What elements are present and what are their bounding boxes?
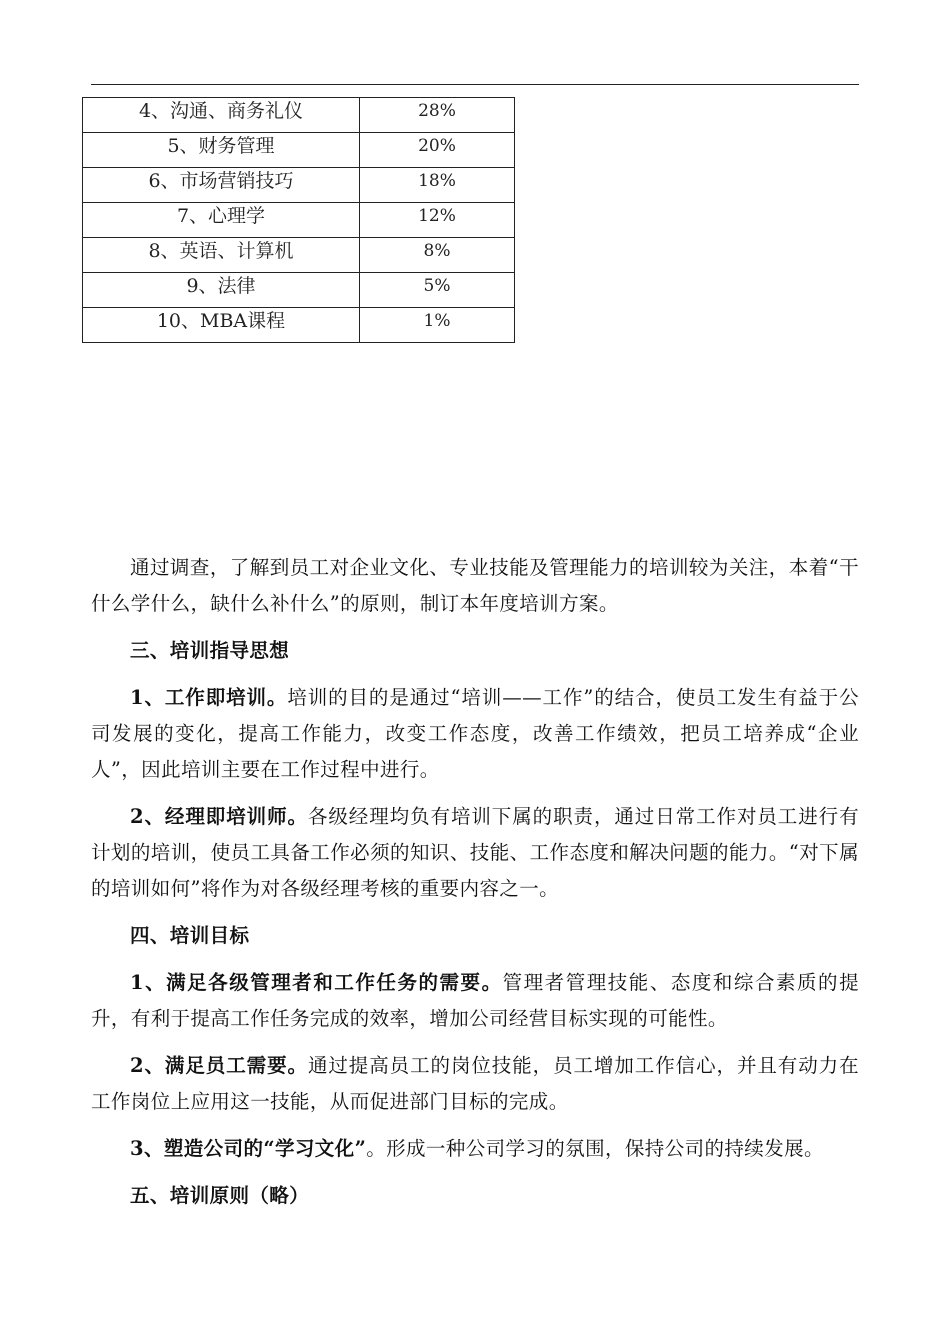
- table-cell-item: 5、财务管理: [83, 133, 360, 168]
- section-heading-training-goals: 四、培训目标: [130, 924, 250, 947]
- table-row: [83, 133, 515, 168]
- table-row: [83, 203, 515, 238]
- table-cell-item: 6、市场营销技巧: [83, 168, 360, 203]
- table-cell-percent: 20%: [360, 133, 515, 168]
- table-cell-percent: 5%: [360, 273, 515, 308]
- table-cell-percent: 28%: [360, 98, 515, 133]
- paragraph-text: 。形成一种公司学习的氛围，保持公司的持续发展。: [366, 1137, 824, 1160]
- table-cell-percent: 8%: [360, 238, 515, 273]
- header-rule: [91, 84, 859, 85]
- paragraph-text: 培训的目的是通过“培训——工作”的结合，使员工发生有益于公司发展的变化，提高工作能力，改变工作态度，改善工作绩效，把员工培养成“企业人”，因此培训主要在工作过程中进行。: [91, 686, 859, 781]
- paragraph-manager-is-trainer: [91, 799, 859, 907]
- table-cell-percent: 12%: [360, 203, 515, 238]
- paragraph-goal-employees: [91, 1048, 859, 1120]
- paragraph-text: 通过提高员工的岗位技能，员工增加工作信心，并且有动力在工作岗位上应用这一技能，从而促进部门目标的完成。: [91, 1054, 859, 1113]
- table-row: [83, 238, 515, 273]
- table-row: [83, 168, 515, 203]
- table-cell-item: 4、沟通、商务礼仪: [83, 98, 360, 133]
- table-cell-item: 8、英语、计算机: [83, 238, 360, 273]
- table-cell-item: 9、法律: [83, 273, 360, 308]
- document-body: [91, 550, 859, 1225]
- section-heading-training-principles: 五、培训原则（略）: [130, 1184, 310, 1207]
- paragraph-lead-bold: 2、满足员工需要。: [130, 1054, 308, 1077]
- paragraph-lead-bold: 3、塑造公司的“学习文化”: [130, 1137, 367, 1160]
- table-row: [83, 308, 515, 343]
- paragraph-work-is-training: [91, 680, 859, 788]
- intro-paragraph: 通过调查，了解到员工对企业文化、专业技能及管理能力的培训较为关注，本着“干什么学什么，缺什么补什么”的原则，制订本年度培训方案。: [91, 556, 859, 615]
- paragraph-lead-bold: 1、满足各级管理者和工作任务的需要。: [130, 971, 503, 994]
- table-cell-percent: 1%: [360, 308, 515, 343]
- paragraph-text: 各级经理均负有培训下属的职责，通过日常工作对员工进行有计划的培训，使员工具备工作必须的知识、技能、工作态度和解决问题的能力。“对下属的培训如何”将作为对各级经理考核的重要内容之一。: [91, 805, 859, 900]
- paragraph-text: 管理者管理技能、态度和综合素质的提升，有利于提高工作任务完成的效率，增加公司经营目标实现的可能性。: [91, 971, 859, 1030]
- section-heading-guiding-ideas: 三、培训指导思想: [130, 639, 290, 662]
- paragraph-lead-bold: 1、工作即培训。: [130, 686, 288, 709]
- table-row: [83, 98, 515, 133]
- survey-table: [82, 97, 515, 343]
- paragraph-goal-managers: [91, 965, 859, 1037]
- table-row: [83, 273, 515, 308]
- table-cell-percent: 18%: [360, 168, 515, 203]
- paragraph-lead-bold: 2、经理即培训师。: [130, 805, 308, 828]
- table-cell-item: 7、心理学: [83, 203, 360, 238]
- table-cell-item: 10、MBA课程: [83, 308, 360, 343]
- paragraph-goal-learning-culture: [91, 1131, 859, 1167]
